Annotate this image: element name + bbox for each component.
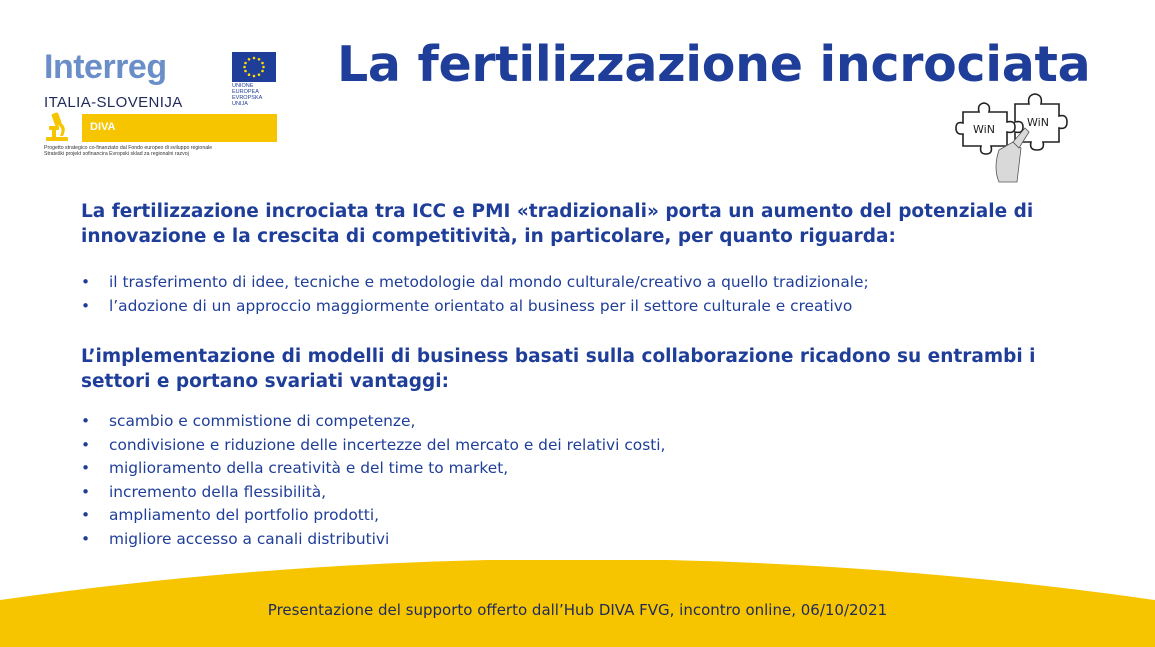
list-item <box>81 528 1081 552</box>
bullet-marker: • <box>81 273 91 291</box>
list-item <box>81 481 1081 505</box>
bullet-marker: • <box>81 296 91 315</box>
list-item <box>81 271 1081 295</box>
list-item-text: migliore accesso a canali distributivi <box>109 529 390 548</box>
list-item-text: miglioramento della creatività e del time to market, <box>109 459 509 477</box>
bullet-marker: • <box>81 435 91 454</box>
list-item-text: scambio e commistione di competenze, <box>109 412 416 430</box>
section2-intro: L’implementazione di modelli di business basati sulla collaborazione ricadono su entrambi i settori e portano svariati vantaggi: <box>81 346 1036 392</box>
list-item-text: incremento della flessibilità, <box>109 482 327 501</box>
list-item <box>81 504 1081 528</box>
eu-caption-line: UNIONE EUROPEA <box>232 83 259 95</box>
puzzle-label-right: WiN <box>1027 116 1049 129</box>
section1-intro: La fertilizzazione incrociata tra ICC e PMI «tradizionali» porta un aumento del potenziale di innovazione e la crescita di competitività, in particolare, per quanto riguarda: <box>81 201 1034 247</box>
bullet-marker: • <box>81 412 91 430</box>
diva-label: DIVA <box>90 121 116 133</box>
fine-print-line: Strateški projekt sofinancira Evropski sklad za regionalni razvoj <box>44 151 189 158</box>
list-item <box>81 295 1081 319</box>
slide-title: La fertilizzazione incrociata <box>337 36 1091 93</box>
fine-print-line: Progetto strategico co-finanziato dal Fondo europeo di sviluppo regionale <box>44 145 213 151</box>
section2-bullet-list <box>81 410 1081 551</box>
logo-wordmark: Interreg <box>44 48 167 86</box>
list-item <box>81 457 1081 481</box>
bullet-marker: • <box>81 482 91 501</box>
list-item-text: condivisione e riduzione delle incertezze del mercato e dei relativi costi, <box>109 435 666 454</box>
logo-fine-print <box>44 145 212 158</box>
microscope-icon <box>44 112 70 142</box>
list-item-text: il trasferimento di idee, tecniche e metodologie dal mondo culturale/creativo a quello tradizionale; <box>109 273 869 291</box>
eu-caption <box>232 83 279 107</box>
interreg-logo <box>44 50 279 160</box>
puzzle-label-left: WiN <box>973 123 995 136</box>
bullet-marker: • <box>81 529 91 548</box>
footer-caption: Presentazione del supporto offerto dall’Hub DIVA FVG, incontro online, 06/10/2021 <box>267 601 888 619</box>
puzzle-win-win-icon <box>955 88 1073 184</box>
list-item <box>81 410 1081 434</box>
list-item-text: ampliamento del portfolio prodotti, <box>109 506 379 524</box>
bullet-marker: • <box>81 506 91 524</box>
section1-bullet-list <box>81 271 1081 318</box>
list-item-text: l’adozione di un approccio maggiormente orientato al business per il settore culturale e creativo <box>109 296 853 315</box>
bullet-marker: • <box>81 459 91 477</box>
diva-bar <box>82 114 277 142</box>
eu-flag-icon <box>232 52 276 82</box>
eu-caption-line: EVROPSKA UNIJA <box>232 95 262 107</box>
logo-region: ITALIA-SLOVENIJA <box>44 94 183 111</box>
list-item <box>81 434 1081 458</box>
